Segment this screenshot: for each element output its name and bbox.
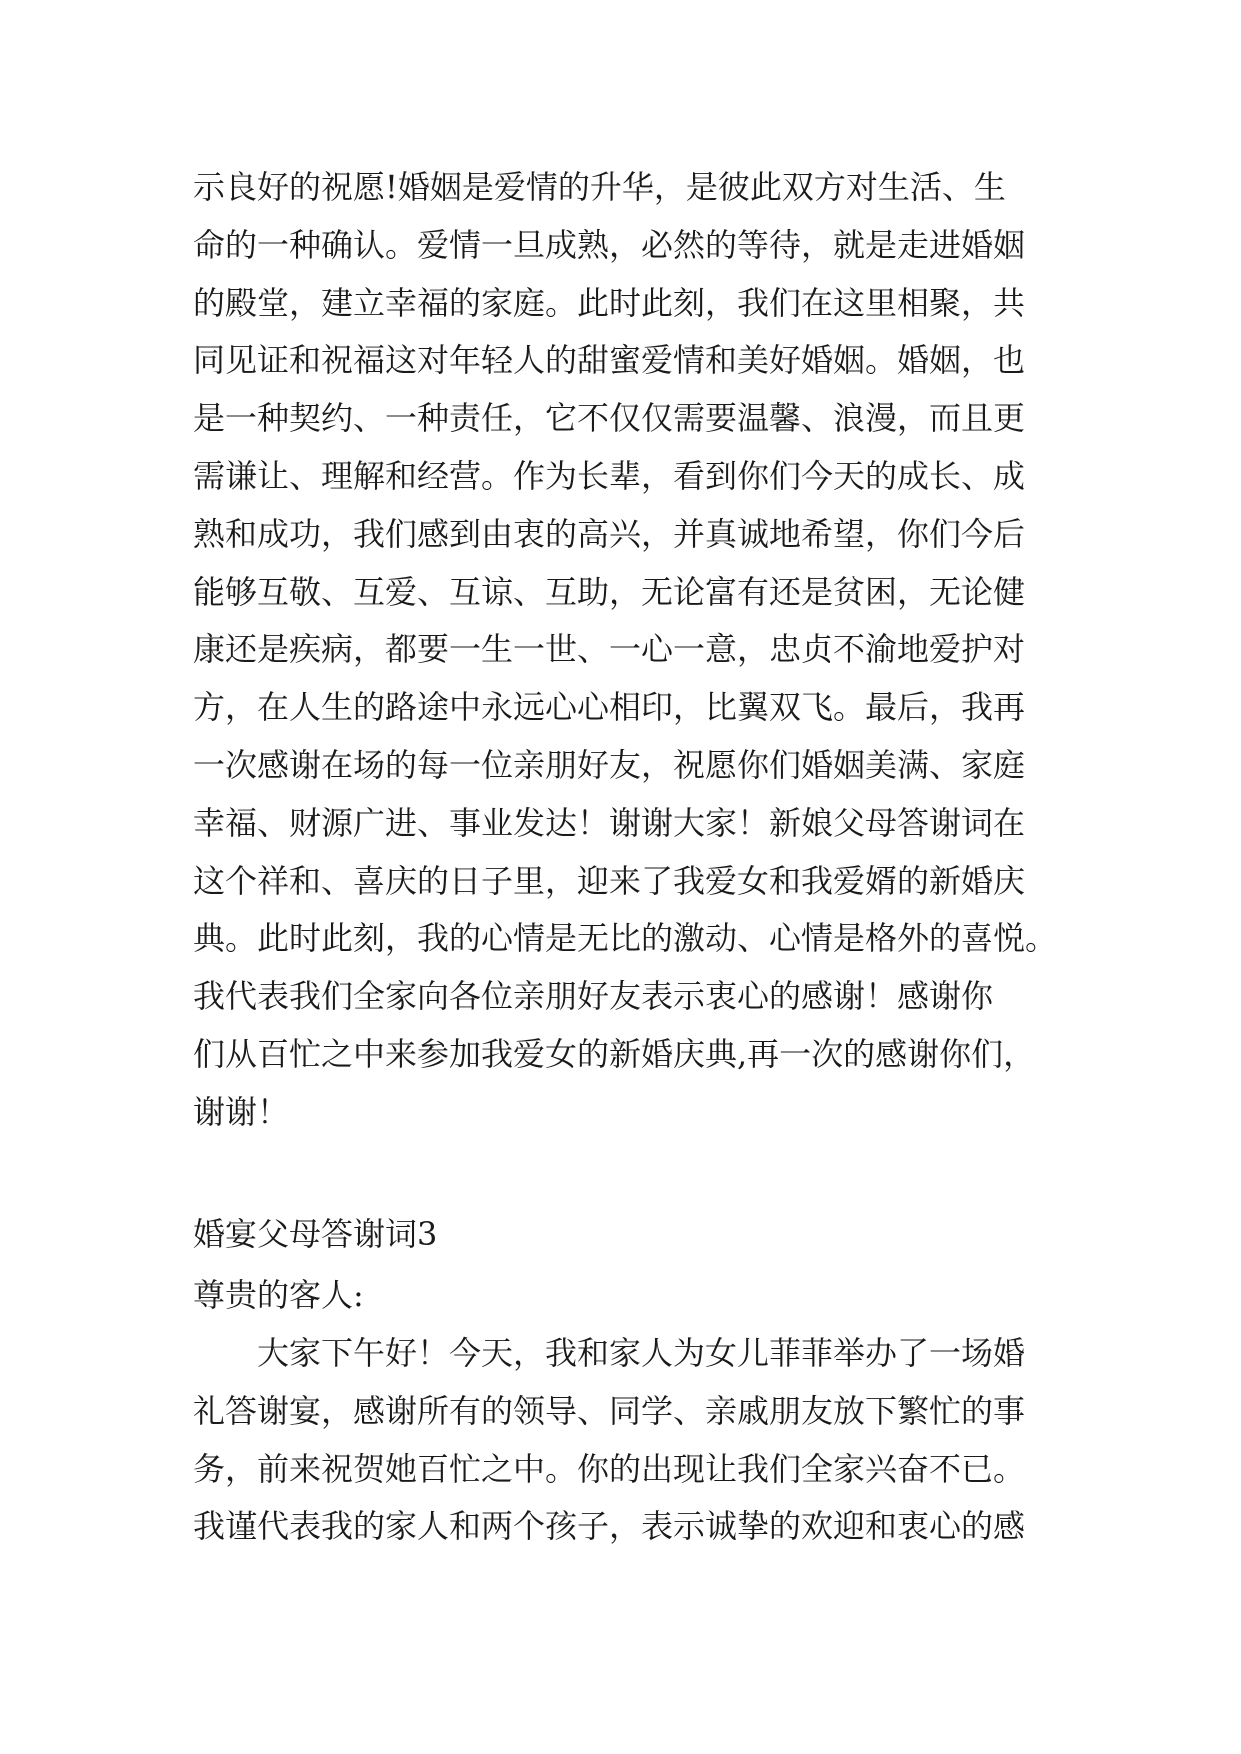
- text-line: 们从百忙之中来参加我爱女的新婚庆典,再一次的感谢你们，: [193, 1034, 1036, 1073]
- text-line: 我代表我们全家向各位亲朋好友表示衷心的感谢！感谢你: [193, 977, 994, 1016]
- section-heading: 婚宴父母答谢词3: [193, 1215, 438, 1253]
- text-line: 这个祥和、喜庆的日子里，迎来了我爱女和我爱婿的新婚庆: [193, 861, 1026, 900]
- body-paragraph-speech-3: [193, 1325, 1073, 1556]
- text-line: 命的一种确认。爱情一旦成熟，必然的等待，就是走进婚姻: [193, 225, 1026, 264]
- text-line: 一次感谢在场的每一位亲朋好友，祝愿你们婚姻美满、家庭: [193, 745, 1026, 784]
- body-paragraph-continued: [193, 159, 1073, 1142]
- text-line: 示良好的祝愿!婚姻是爱情的升华，是彼此双方对生活、生: [193, 168, 1006, 206]
- text-line: 的殿堂，建立幸福的家庭。此时此刻，我们在这里相聚，共: [193, 283, 1026, 322]
- text-line: 需谦让、理解和经营。作为长辈，看到你们今天的成长、成: [193, 456, 1026, 495]
- text-line: 是一种契约、一种责任，它不仅仅需要温馨、浪漫，而且更: [193, 399, 1026, 438]
- text-line: 熟和成功，我们感到由衷的高兴，并真诚地希望，你们今后: [193, 514, 1026, 553]
- salutation: 尊贵的客人:: [193, 1276, 364, 1314]
- text-line: 方，在人生的路途中永远心心相印，比翼双飞。最后，我再: [193, 688, 1026, 727]
- text-line: 务，前来祝贺她百忙之中。你的出现让我们全家兴奋不已。: [193, 1449, 1026, 1488]
- text-line: 礼答谢宴，感谢所有的领导、同学、亲戚朋友放下繁忙的事: [193, 1391, 1026, 1430]
- text-line: 幸福、财源广进、事业发达！谢谢大家！新娘父母答谢词在: [193, 803, 1026, 842]
- text-line: 典。此时此刻，我的心情是无比的激动、心情是格外的喜悦。: [193, 919, 1058, 958]
- text-line: 同见证和祝福这对年轻人的甜蜜爱情和美好婚姻。婚姻，也: [193, 341, 1026, 380]
- text-line: 我谨代表我的家人和两个孩子，表示诚挚的欢迎和衷心的感: [193, 1507, 1026, 1546]
- text-line: 能够互敬、互爱、互谅、互助，无论富有还是贫困，无论健: [193, 572, 1026, 611]
- text-line: 谢谢！: [193, 1092, 290, 1131]
- text-line: 大家下午好！今天，我和家人为女儿菲菲举办了一场婚: [193, 1334, 1026, 1372]
- text-line: 康还是疾病，都要一生一世、一心一意，忠贞不渝地爱护对: [193, 630, 1026, 669]
